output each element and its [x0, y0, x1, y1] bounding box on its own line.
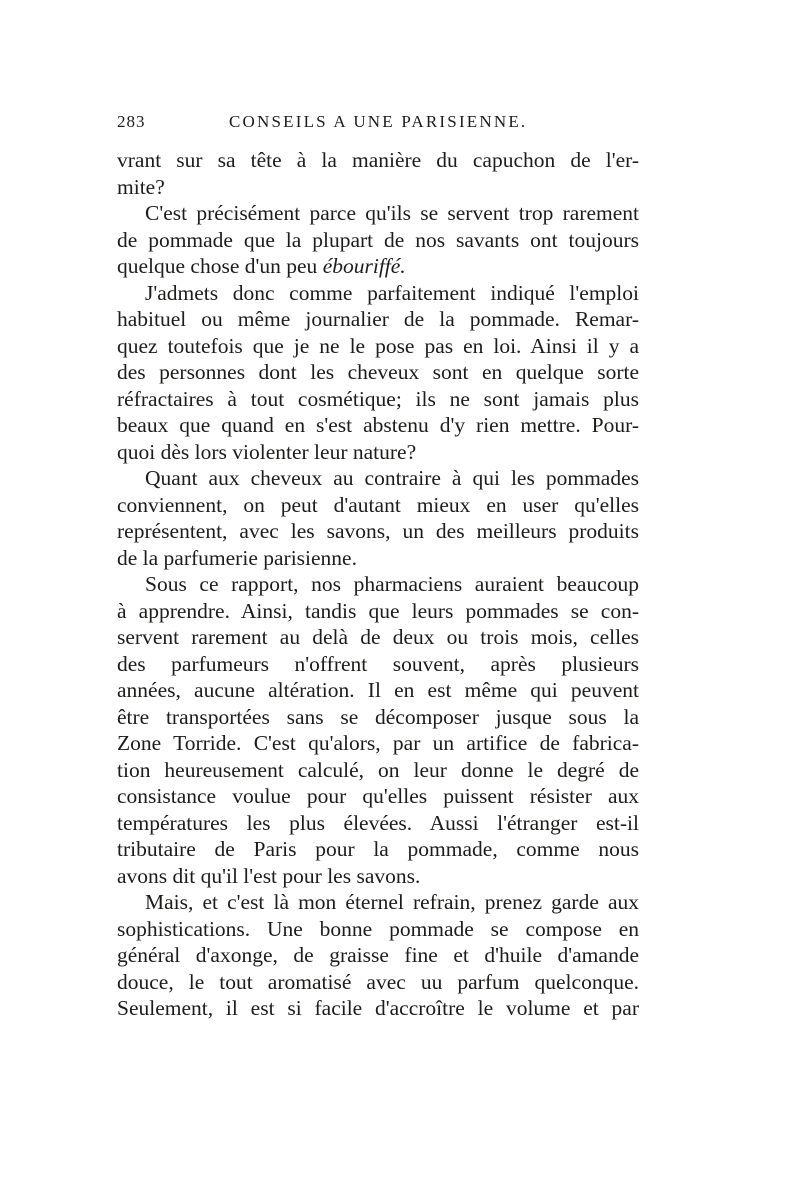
text-line: sophistications. Une bonne pommade se compose en [117, 916, 639, 941]
paragraph-start-line: Mais, et c'est là mon éternel refrain, prenez garde aux [145, 890, 639, 914]
paragraph-start-line: Sous ce rapport, nos pharmaciens auraient beaucoup [145, 572, 639, 596]
running-title: CONSEILS A UNE PARISIENNE. [229, 112, 528, 131]
text-line: des personnes dont les cheveux sont en quelque sorte [117, 360, 639, 384]
text-line: conviennent, on peut d'autant mieux en user qu'elles [117, 492, 639, 517]
text-line: températures les plus élevées. Aussi l'étranger est-il [117, 810, 639, 835]
text-line: de la parfumerie parisienne. [117, 545, 357, 570]
italic-word: ébouriffé. [322, 254, 406, 278]
text-line: tributaire de Paris pour la pommade, comme nous [117, 837, 639, 861]
text-line: à apprendre. Ainsi, tandis que leurs pommades se con- [117, 598, 639, 623]
paragraph-start-line: C'est précisément parce qu'ils se servent trop rarement [145, 201, 639, 225]
text-line: réfractaires à tout cosmétique; ils ne sont jamais plus [117, 386, 639, 411]
text-line: beaux que quand en s'est abstenu d'y rien mettre. Pour- [117, 413, 639, 437]
text-line: Seulement, il est si facile d'accroître le volume et par [117, 996, 639, 1020]
body-text [117, 147, 639, 1022]
text-line: habituel ou même journalier de la pommade. Remar- [117, 307, 639, 331]
paragraph-start-line: J'admets donc comme parfaitement indiqué l'emploi [145, 280, 639, 305]
text-line [117, 253, 639, 280]
text-line: vrant sur sa tête à la manière du capuchon de l'er- [117, 148, 639, 172]
paragraph-start-line: Quant aux cheveux au contraire à qui les pommades [145, 466, 639, 490]
text-line: général d'axonge, de graisse fine et d'huile d'amande [117, 943, 639, 967]
text-line: de pommade que la plupart de nos savants ont toujours [117, 227, 639, 252]
text-line: servent rarement au delà de deux ou trois mois, celles [117, 625, 639, 649]
running-header [117, 112, 639, 142]
text-line: quoi dès lors violenter leur nature? [117, 439, 417, 464]
text-line: représentent, avec les savons, un des meilleurs produits [117, 519, 639, 543]
text-line: consistance voulue pour qu'elles puissent résister aux [117, 784, 639, 808]
text-line: des parfumeurs n'offrent souvent, après plusieurs [117, 651, 639, 676]
text-line: années, aucune altération. Il en est même qui peuvent [117, 678, 639, 702]
text-line: douce, le tout aromatisé avec uu parfum quelconque. [117, 969, 639, 994]
text-line: Zone Torride. C'est qu'alors, par un artifice de fabrica- [117, 731, 639, 755]
text-fragment: quelque chose d'un peu [117, 254, 323, 278]
text-line: quez toutefois que je ne le pose pas en loi. Ainsi il y a [117, 333, 639, 358]
text-line: mite? [117, 174, 165, 199]
text-line: tion heureusement calculé, on leur donne le degré de [117, 757, 639, 782]
text-line: avons dit qu'il l'est pour les savons. [117, 863, 421, 888]
page-number: 283 [117, 112, 146, 131]
text-line: être transportées sans se décomposer jusque sous la [117, 704, 639, 729]
